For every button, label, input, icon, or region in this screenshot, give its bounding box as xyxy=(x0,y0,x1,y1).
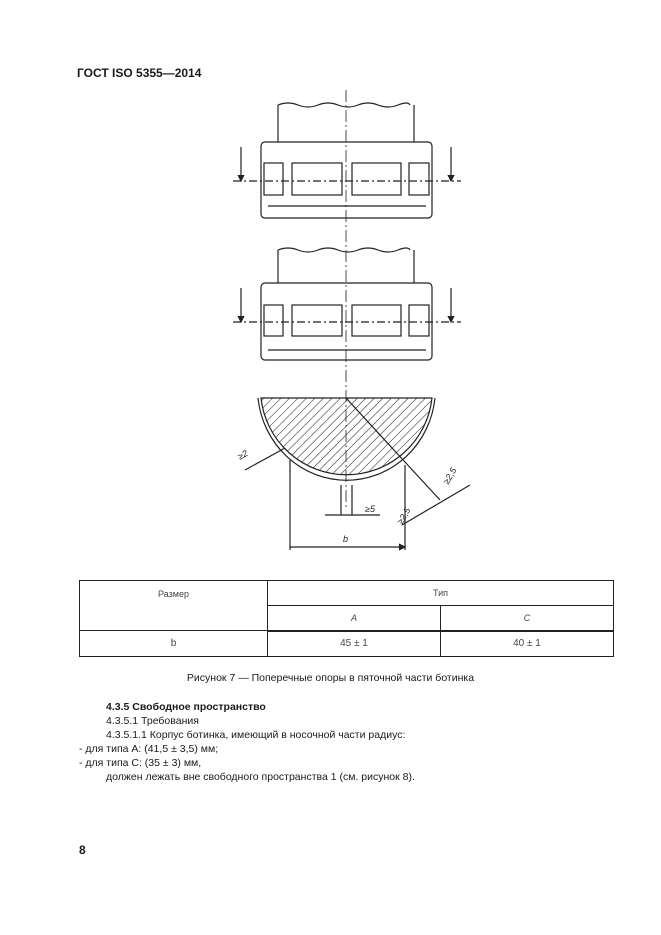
table-cell-label: b xyxy=(80,631,268,657)
list-item-a: - для типа A: (41,5 ± 3,5) мм; xyxy=(79,743,219,755)
table-subheader-a: A xyxy=(268,606,441,631)
table-subheader-c: C xyxy=(441,606,614,631)
page-number: 8 xyxy=(79,843,86,857)
table-header-type: Тип xyxy=(268,581,614,606)
dim-label-2-5-a: ≥2,5 xyxy=(395,505,413,526)
table-row xyxy=(80,631,614,657)
dim-label-5: ≥5 xyxy=(365,504,375,514)
section-heading: 4.3.5 Свободное пространство xyxy=(106,701,266,713)
table-header-size: Размер xyxy=(80,581,268,631)
paragraph: 4.3.5.1.1 Корпус ботинка, имеющий в носочной части радиус: xyxy=(106,729,406,741)
table-cell-c: 40 ± 1 xyxy=(441,631,614,657)
table-cell-a: 45 ± 1 xyxy=(268,631,441,657)
figure-caption: Рисунок 7 — Поперечные опоры в пяточной части ботинка xyxy=(186,672,475,684)
dimensions-table xyxy=(79,580,614,657)
dim-label-b: b xyxy=(343,534,349,544)
dim-label-2: ≥2 xyxy=(236,448,250,462)
document-header: ГОСТ ISO 5355—2014 xyxy=(77,66,202,80)
subsection-heading: 4.3.5.1 Требования xyxy=(106,715,199,727)
dim-label-2-5-b: ≥2,5 xyxy=(441,465,459,486)
paragraph-tail: должен лежать вне свободного пространства 1 (см. рисунок 8). xyxy=(106,771,415,783)
list-item-c: - для типа C: (35 ± 3) мм, xyxy=(79,757,202,769)
